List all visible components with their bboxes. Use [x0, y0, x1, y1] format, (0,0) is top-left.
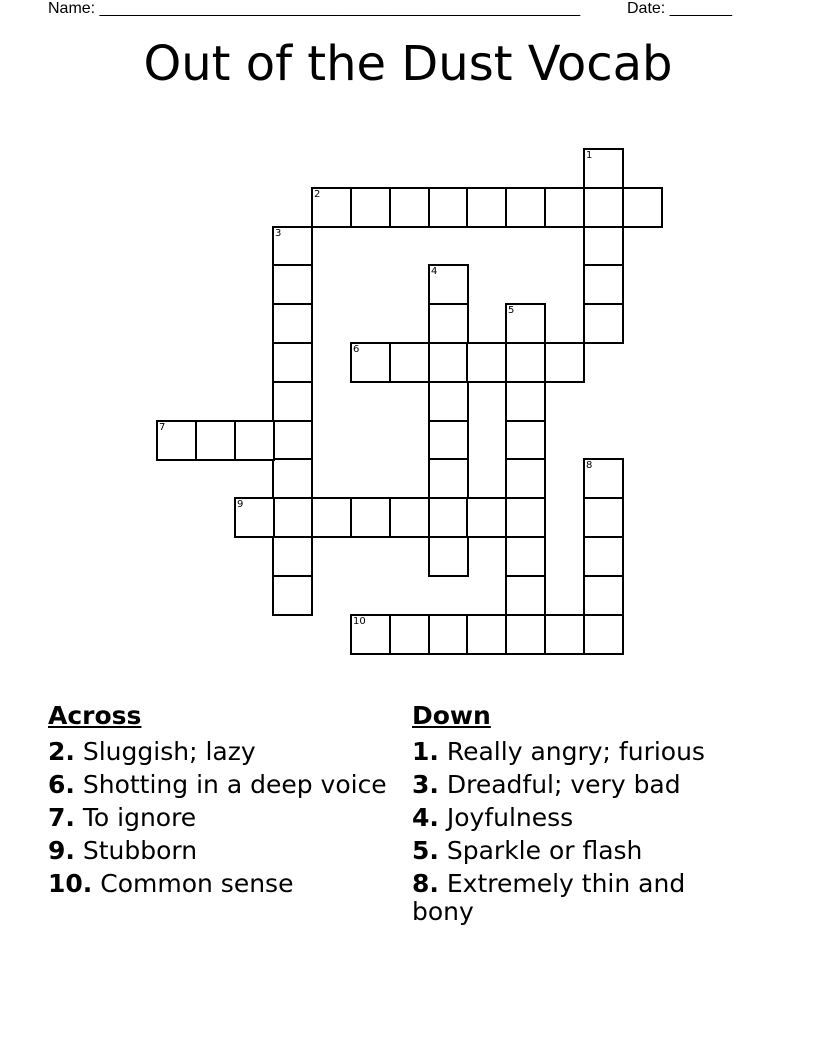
- clue-down-8: [412, 870, 752, 926]
- grid-cell[interactable]: [428, 303, 469, 344]
- grid-cell[interactable]: [350, 187, 391, 228]
- grid-cell[interactable]: [505, 187, 546, 228]
- grid-cell[interactable]: [583, 187, 624, 228]
- clue-number-label: 3: [275, 228, 282, 239]
- clue-number: 8.: [412, 869, 439, 898]
- grid-cell[interactable]: [272, 536, 313, 577]
- grid-cell[interactable]: [505, 342, 546, 383]
- clue-down-5: [412, 837, 752, 865]
- clue-down-1: [412, 738, 752, 766]
- grid-cell[interactable]: [272, 381, 313, 422]
- clue-across-9: [48, 837, 388, 865]
- grid-cell[interactable]: [544, 187, 585, 228]
- across-clues: [48, 702, 388, 903]
- grid-cell[interactable]: [544, 614, 585, 655]
- grid-cell[interactable]: [272, 226, 313, 267]
- grid-cell[interactable]: [583, 264, 624, 305]
- grid-cell[interactable]: [583, 536, 624, 577]
- grid-cell[interactable]: [428, 420, 469, 461]
- clue-number: 6.: [48, 770, 75, 799]
- clue-text: Sparkle or flash: [446, 836, 643, 865]
- grid-cell[interactable]: [466, 497, 507, 538]
- clue-across-6: [48, 771, 388, 799]
- clue-text: Extremely thin and bony: [412, 869, 686, 926]
- grid-cell[interactable]: [583, 226, 624, 267]
- clue-number-label: 2: [314, 189, 321, 200]
- clue-number: 4.: [412, 803, 439, 832]
- grid-cell[interactable]: [234, 420, 275, 461]
- clue-down-3: [412, 771, 752, 799]
- grid-cell[interactable]: [272, 264, 313, 305]
- clue-number: 1.: [412, 737, 439, 766]
- clue-across-2: [48, 738, 388, 766]
- clue-text: Joyfulness: [446, 803, 574, 832]
- grid-cell[interactable]: [505, 420, 546, 461]
- grid-cell[interactable]: [583, 458, 624, 499]
- across-heading: Across: [48, 701, 142, 730]
- clue-number: 10.: [48, 869, 93, 898]
- grid-cell[interactable]: [272, 342, 313, 383]
- grid-cell[interactable]: [583, 148, 624, 189]
- grid-cell[interactable]: [389, 614, 430, 655]
- grid-cell[interactable]: [272, 420, 313, 461]
- grid-cell[interactable]: [428, 342, 469, 383]
- date-field-label: Date: _______: [627, 0, 732, 17]
- clue-text: Dreadful; very bad: [446, 770, 681, 799]
- grid-cell[interactable]: [311, 497, 352, 538]
- grid-cell[interactable]: [583, 497, 624, 538]
- grid-cell[interactable]: [272, 497, 313, 538]
- grid-cell[interactable]: [350, 342, 391, 383]
- grid-cell[interactable]: [505, 536, 546, 577]
- clue-text: Really angry; furious: [446, 737, 705, 766]
- clue-text: Stubborn: [82, 836, 198, 865]
- clue-number-label: 5: [508, 305, 515, 316]
- grid-cell[interactable]: [622, 187, 663, 228]
- grid-cell[interactable]: [156, 420, 197, 461]
- grid-cell[interactable]: [428, 458, 469, 499]
- grid-cell[interactable]: [389, 497, 430, 538]
- grid-cell[interactable]: [505, 303, 546, 344]
- grid-cell[interactable]: [505, 381, 546, 422]
- clue-number-label: 7: [159, 422, 166, 433]
- clue-text: Common sense: [100, 869, 294, 898]
- clue-text: To ignore: [82, 803, 197, 832]
- grid-cell[interactable]: [389, 187, 430, 228]
- grid-cell[interactable]: [428, 187, 469, 228]
- grid-cell[interactable]: [466, 342, 507, 383]
- grid-cell[interactable]: [466, 187, 507, 228]
- grid-cell[interactable]: [389, 342, 430, 383]
- grid-cell[interactable]: [272, 575, 313, 616]
- grid-cell[interactable]: [272, 303, 313, 344]
- grid-cell[interactable]: [272, 458, 313, 499]
- grid-cell[interactable]: [311, 187, 352, 228]
- grid-cell[interactable]: [466, 614, 507, 655]
- clue-number-label: 8: [586, 460, 593, 471]
- grid-cell[interactable]: [583, 303, 624, 344]
- grid-cell[interactable]: [428, 381, 469, 422]
- grid-cell[interactable]: [428, 614, 469, 655]
- clue-number-label: 10: [353, 616, 366, 627]
- clue-number: 3.: [412, 770, 439, 799]
- clue-number-label: 1: [586, 150, 593, 161]
- grid-cell[interactable]: [505, 497, 546, 538]
- grid-cell[interactable]: [505, 575, 546, 616]
- clue-down-4: [412, 804, 752, 832]
- grid-cell[interactable]: [583, 575, 624, 616]
- grid-cell[interactable]: [428, 264, 469, 305]
- grid-cell[interactable]: [428, 536, 469, 577]
- down-heading: Down: [412, 701, 491, 730]
- clue-number: 2.: [48, 737, 75, 766]
- clue-number: 9.: [48, 836, 75, 865]
- clue-number-label: 4: [431, 266, 438, 277]
- grid-cell[interactable]: [350, 614, 391, 655]
- grid-cell[interactable]: [583, 614, 624, 655]
- page-title: Out of the Dust Vocab: [143, 36, 673, 92]
- grid-cell[interactable]: [505, 458, 546, 499]
- clue-text: Sluggish; lazy: [82, 737, 256, 766]
- clue-number: 5.: [412, 836, 439, 865]
- grid-cell[interactable]: [505, 614, 546, 655]
- grid-cell[interactable]: [428, 497, 469, 538]
- grid-cell[interactable]: [234, 497, 275, 538]
- grid-cell[interactable]: [544, 342, 585, 383]
- clue-number-label: 6: [353, 344, 360, 355]
- grid-cell[interactable]: [195, 420, 236, 461]
- grid-cell[interactable]: [350, 497, 391, 538]
- clue-across-10: [48, 870, 388, 898]
- clue-number: 7.: [48, 803, 75, 832]
- clue-number-label: 9: [237, 499, 244, 510]
- down-clues: [412, 702, 752, 931]
- name-field-label: Name: ______________________________________________________: [48, 0, 581, 17]
- clue-across-7: [48, 804, 388, 832]
- clue-text: Shotting in a deep voice: [82, 770, 387, 799]
